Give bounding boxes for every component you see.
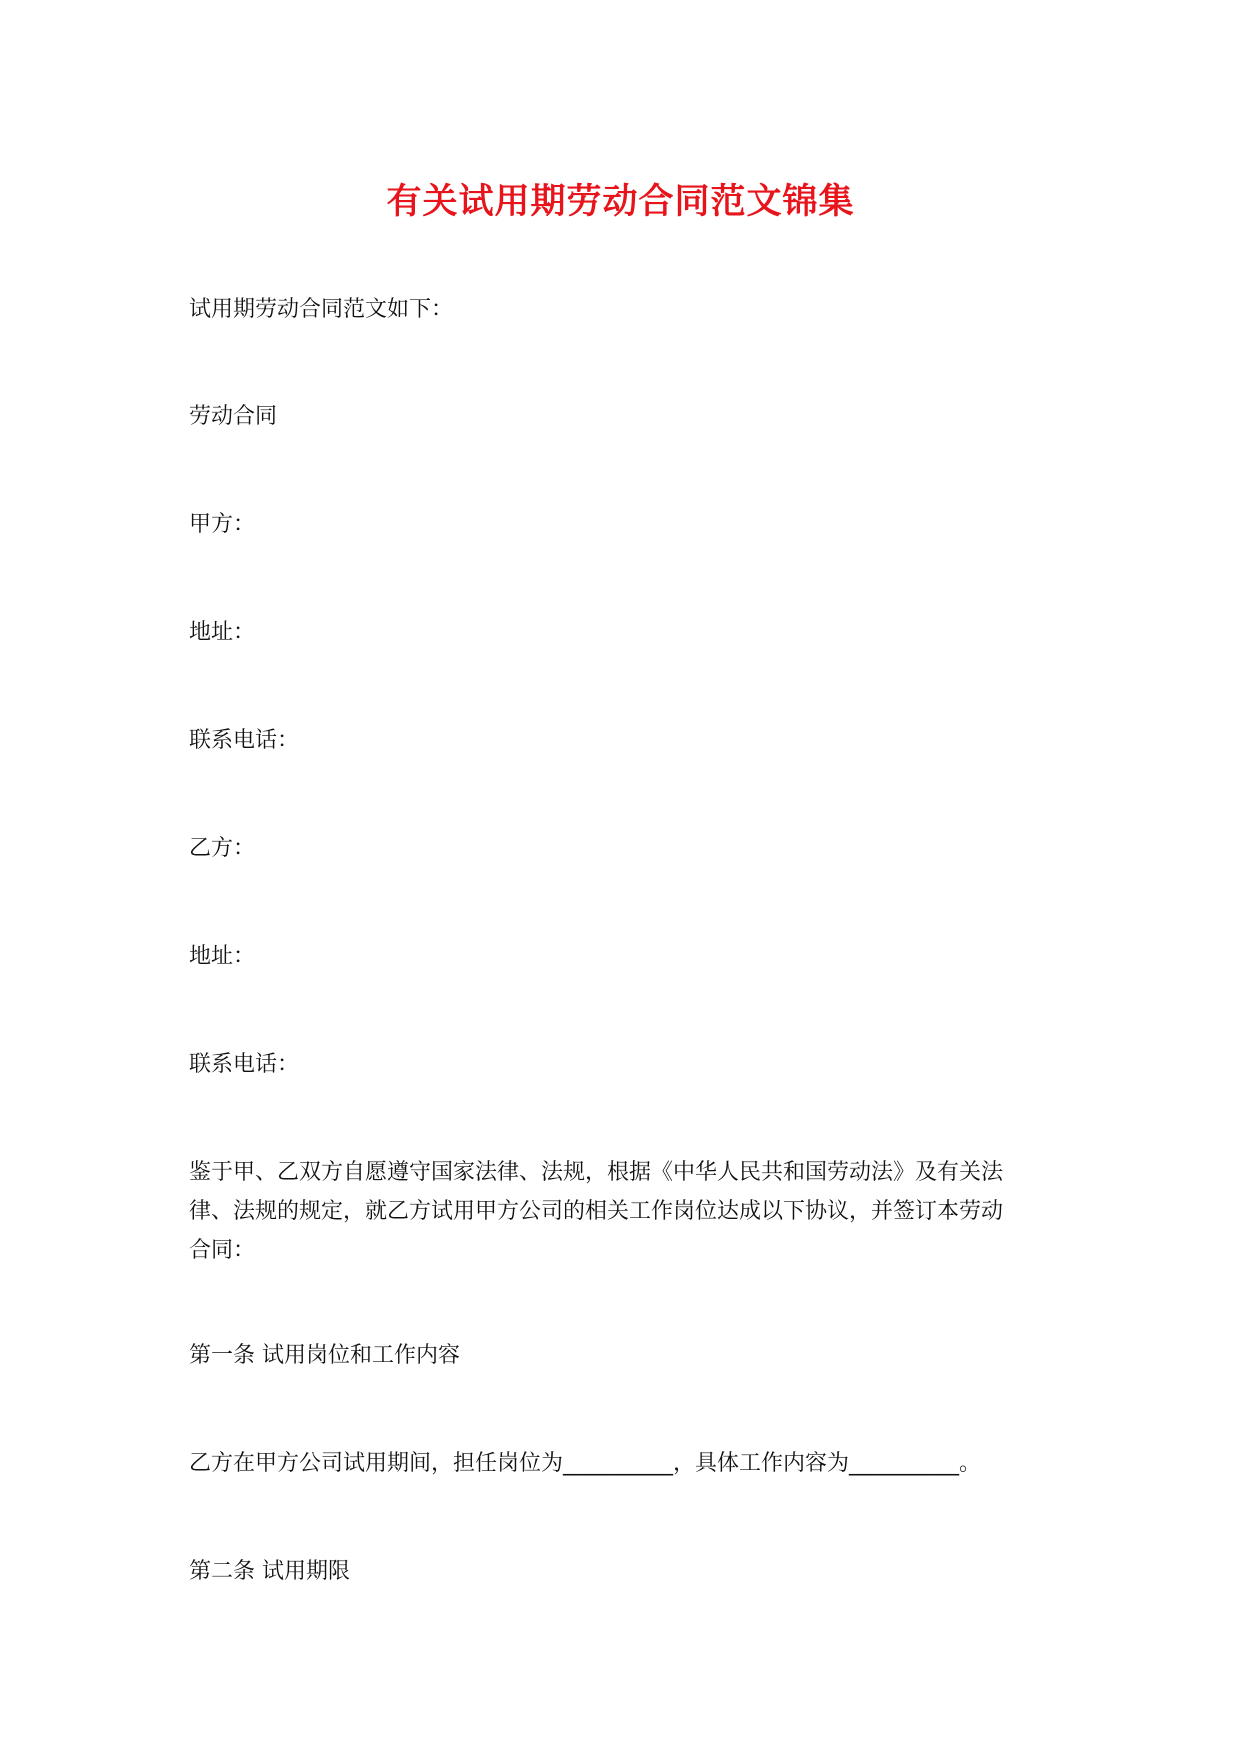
contract-heading: 劳动合同 — [189, 404, 278, 429]
intro-text: 试用期劳动合同范文如下： — [189, 297, 454, 322]
party-b-address-label: 地址： — [189, 944, 256, 969]
document-title: 有关试用期劳动合同范文锦集 — [386, 182, 855, 222]
party-a-label: 甲方： — [189, 512, 256, 537]
preamble-paragraph — [189, 1153, 1051, 1270]
article-2-heading: 第二条 试用期限 — [189, 1559, 350, 1584]
article-1-body: 乙方在甲方公司试用期间，担任岗位为__________，具体工作内容为__________。 — [189, 1451, 982, 1476]
party-b-phone-label: 联系电话： — [189, 1052, 300, 1077]
preamble-line-1: 鉴于甲、乙双方自愿遵守国家法律、法规，根据《中华人民共和国劳动法》及有关法 — [189, 1160, 1004, 1185]
preamble-line-2: 律、法规的规定，就乙方试用甲方公司的相关工作岗位达成以下协议，并签订本劳动 — [189, 1199, 1004, 1224]
article-1-heading: 第一条 试用岗位和工作内容 — [189, 1343, 460, 1368]
party-b-label: 乙方： — [189, 836, 256, 861]
preamble-line-3: 合同： — [189, 1238, 256, 1263]
party-a-address-label: 地址： — [189, 620, 256, 645]
party-a-phone-label: 联系电话： — [189, 728, 300, 753]
